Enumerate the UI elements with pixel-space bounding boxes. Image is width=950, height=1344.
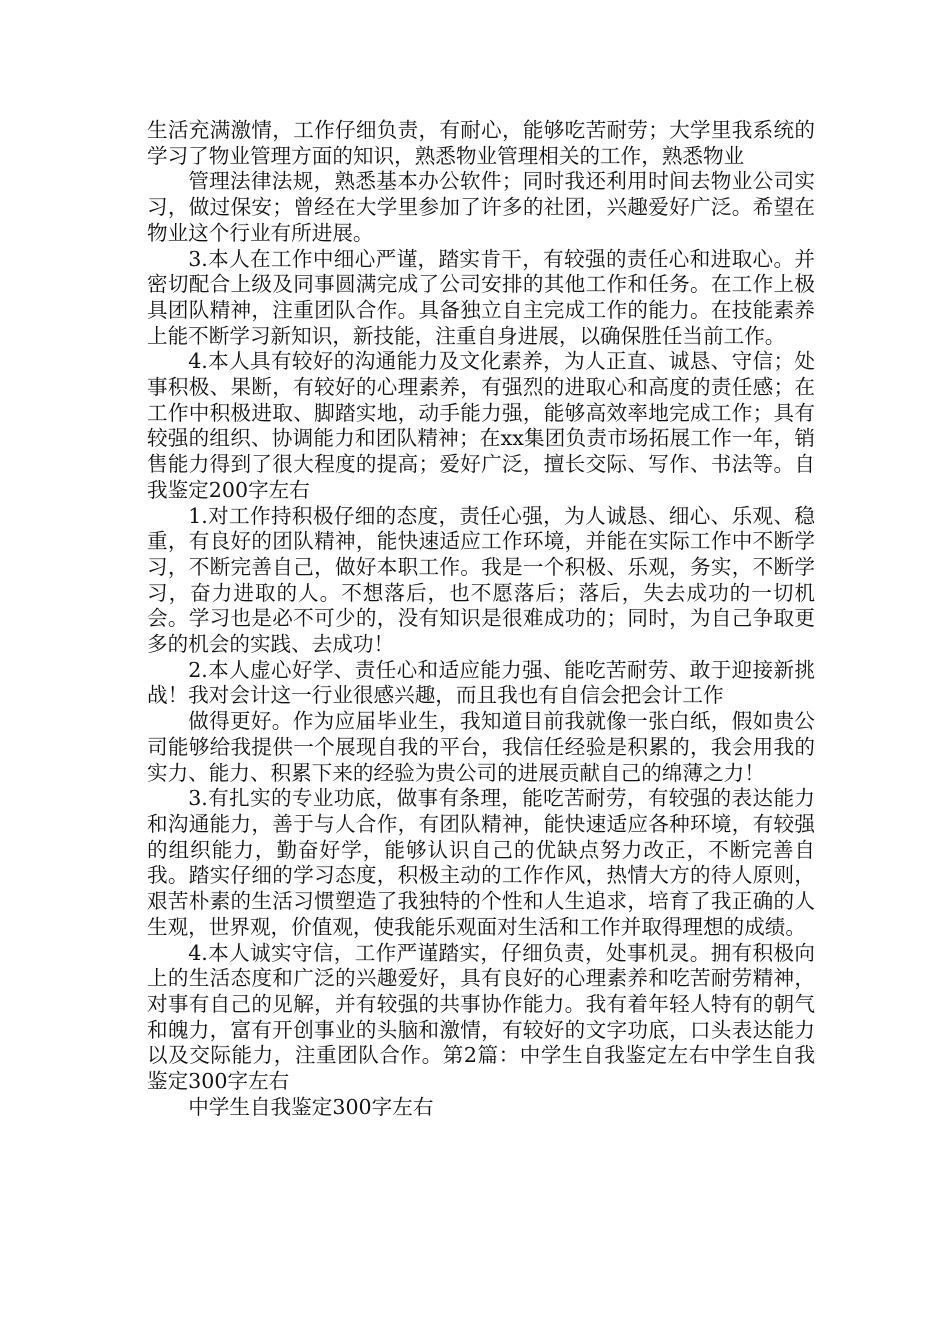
paragraph-8: 3.有扎实的专业功底，做事有条理，能吃苦耐劳，有较强的表达能力和沟通能力，善于与人合作，有团队精神，能快速适应各种环境，有较强的组织能力，勤奋好学，能够认识自己的优缺点努力改正，不断完善自我。踏实仔细的学习态度，积极主动的工作作风，热情大方的待人原则，艰苦朴素的生活习惯塑造了我独特的个性和人生追求，培育了我正确的人生观，世界观，价值观，使我能乐观面对生活和工作并取得理想的成绩。: [147, 786, 815, 939]
paragraph-9: 4.本人诚实守信，工作严谨踏实，仔细负责，处事机灵。拥有积极向上的生活态度和广泛的兴趣爱好，具有良好的心理素养和吃苦耐劳精神，对事有自己的见解，并有较强的共事协作能力。我有着年轻人特有的朝气和魄力，富有开创事业的头脑和激情，有较好的文字功底，口头表达能力以及交际能力，注重团队合作。第2篇：中学生自我鉴定左右中学生自我鉴定300字左右: [147, 940, 815, 1094]
paragraph-4: 4.本人具有较好的沟通能力及文化素养，为人正直、诚恳、守信；处事积极、果断，有较好的心理素养，有强烈的进取心和高度的责任感；在工作中积极进取、脚踏实地，动手能力强，能够高效率地完成工作；具有较强的组织、协调能力和团队精神；在xx集团负责市场拓展工作一年，销售能力得到了很大程度的提高；爱好广泛，擅长交际、写作、书法等。自我鉴定200字左右: [147, 349, 815, 502]
paragraph-6: 2.本人虚心好学、责任心和适应能力强、能吃苦耐劳、敢于迎接新挑战！我对会计这一行业很感兴趣，而且我也有自信会把会计工作: [147, 657, 815, 708]
paragraph-7: 做得更好。作为应届毕业生，我知道目前我就像一张白纸，假如贵公司能够给我提供一个展现自我的平台，我信任经验是积累的，我会用我的实力、能力、积累下来的经验为贵公司的进展贡献自己的绵薄之力！: [147, 709, 815, 785]
paragraph-1: 生活充满激情，工作仔细负责，有耐心，能够吃苦耐劳；大学里我系统的学习了物业管理方面的知识，熟悉物业管理相关的工作，熟悉物业: [147, 118, 815, 168]
paragraph-2: 管理法律法规，熟悉基本办公软件；同时我还利用时间去物业公司实习，做过保安；曾经在大学里参加了许多的社团，兴趣爱好广泛。希望在物业这个行业有所进展。: [147, 169, 815, 245]
paragraph-3: 3.本人在工作中细心严谨，踏实肯干，有较强的责任心和进取心。并密切配合上级及同事圆满完成了公司安排的其他工作和任务。在工作上极具团队精神，注重团队合作。具备独立自主完成工作的能力。在技能素养上能不断学习新知识，新技能，注重自身进展，以确保胜任当前工作。: [147, 246, 815, 348]
paragraph-10: 中学生自我鉴定300字左右: [188, 1094, 434, 1119]
document-body: [147, 118, 815, 1120]
paragraph-5: 1.对工作持积极仔细的态度，责任心强，为人诚恳、细心、乐观、稳重，有良好的团队精神，能快速适应工作环境，并能在实际工作中不断学习，不断完善自己，做好本职工作。我是一个积极、乐观，务实，不断学习，奋力进取的人。不想落后，也不愿落后；落后，失去成功的一切机会。学习也是必不可少的，没有知识是很难成功的；同时，为自己争取更多的机会的实践、去成功！: [147, 503, 815, 657]
